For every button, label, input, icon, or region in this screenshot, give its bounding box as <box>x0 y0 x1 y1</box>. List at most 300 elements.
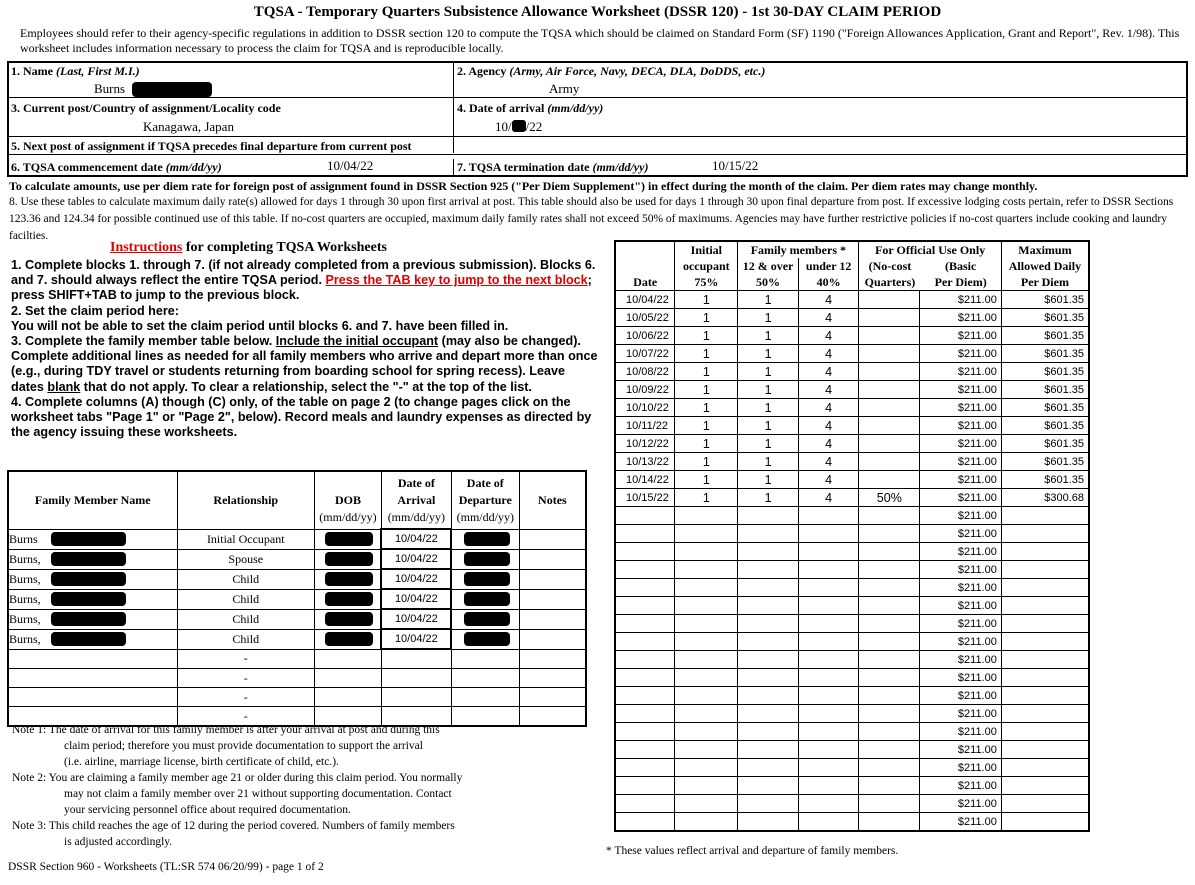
col-header-notes: Notes <box>519 471 586 529</box>
relationship-cell[interactable]: - <box>177 649 314 669</box>
termination-field[interactable]: 10/15/22 <box>712 158 759 173</box>
under-12-cell: 4 <box>798 291 859 309</box>
table-row <box>8 669 586 688</box>
family-name-cell[interactable] <box>8 669 177 688</box>
relationship-cell[interactable]: - <box>177 688 314 707</box>
over-12-cell <box>738 759 799 777</box>
instruction-step-3: 3. Complete the family member table below. Include the initial occupant (may also be changed). Complete additional lines as needed for all family members who arrive and depart more than once (e.g., during TDY travel or students returning from boarding school for spring recess). Leave dates blank that do not apply. To clear a relationship, select the "-" at the top of the list. <box>11 334 598 394</box>
col-header-max: Maximum Allowed Daily Per Diem <box>1001 241 1089 291</box>
divider <box>9 154 1186 155</box>
initial-occupant-cell <box>675 543 738 561</box>
family-name-cell[interactable]: Burns, <box>8 609 177 629</box>
under-12-cell <box>798 813 859 832</box>
max-per-diem-cell <box>1001 651 1089 669</box>
under-12-cell <box>798 687 859 705</box>
table-row <box>615 453 1089 471</box>
over-12-cell <box>738 597 799 615</box>
col-header-over12: 12 & over 50% <box>738 258 799 290</box>
over-12-cell <box>738 723 799 741</box>
under-12-cell <box>798 507 859 525</box>
notes-cell <box>519 649 586 669</box>
departure-cell[interactable] <box>451 688 519 707</box>
date-cell <box>615 543 675 561</box>
over-12-cell <box>738 669 799 687</box>
redaction <box>51 572 126 586</box>
under-12-cell: 4 <box>798 381 859 399</box>
basic-per-diem-cell: $211.00 <box>920 471 1002 489</box>
redaction <box>325 552 373 566</box>
table-row <box>615 705 1089 723</box>
date-cell: 10/14/22 <box>615 471 675 489</box>
commence-field[interactable]: 10/04/22 <box>327 158 374 173</box>
note-1: Note 1: The date of arrival for this family member is after your arrival at post and during this <box>12 724 440 736</box>
date-cell <box>615 633 675 651</box>
basic-per-diem-cell: $211.00 <box>920 669 1002 687</box>
table-row <box>615 579 1089 597</box>
initial-occupant-cell <box>675 669 738 687</box>
date-cell <box>615 597 675 615</box>
basic-per-diem-cell: $211.00 <box>920 687 1002 705</box>
under-12-cell <box>798 543 859 561</box>
over-12-cell: 1 <box>738 435 799 453</box>
date-cell: 10/09/22 <box>615 381 675 399</box>
departure-cell[interactable] <box>451 629 519 649</box>
redaction <box>464 552 510 566</box>
date-cell <box>615 705 675 723</box>
family-name-cell[interactable]: Burns, <box>8 549 177 569</box>
date-cell: 10/11/22 <box>615 417 675 435</box>
initial-occupant-cell <box>675 579 738 597</box>
basic-per-diem-cell: $211.00 <box>920 651 1002 669</box>
initial-occupant-cell <box>675 615 738 633</box>
date-cell <box>615 615 675 633</box>
max-per-diem-cell <box>1001 615 1089 633</box>
date-cell <box>615 651 675 669</box>
relationship-cell[interactable]: Spouse <box>177 549 314 569</box>
max-per-diem-cell <box>1001 633 1089 651</box>
intro-text: Employees should refer to their agency-specific regulations in addition to DSSR section 120 to compute the TQSA which should be claimed on Standard Form (SF) 1190 ("Foreign Allowances Application, Grant and Report", Rev. 1/98). This worksheet includes information necessary to process the claim for TQSA and is reproducible locally. <box>20 26 1180 55</box>
arrival-cell[interactable]: 10/04/22 <box>381 549 451 569</box>
notes-cell <box>519 549 586 569</box>
no-cost-cell <box>859 471 920 489</box>
arrival-cell[interactable]: 10/04/22 <box>381 529 451 549</box>
basic-per-diem-cell: $211.00 <box>920 597 1002 615</box>
no-cost-cell <box>859 615 920 633</box>
table-row <box>615 525 1089 543</box>
no-cost-cell <box>859 417 920 435</box>
col-header-name: Family Member Name <box>8 471 177 529</box>
initial-occupant-cell <box>675 741 738 759</box>
table-row <box>8 649 586 669</box>
max-per-diem-cell <box>1001 777 1089 795</box>
date-cell: 10/10/22 <box>615 399 675 417</box>
redaction <box>464 592 510 606</box>
over-12-cell: 1 <box>738 291 799 309</box>
no-cost-cell <box>859 669 920 687</box>
under-12-cell: 4 <box>798 417 859 435</box>
dob-cell[interactable] <box>314 549 381 569</box>
arrival-cell[interactable]: 10/04/22 <box>381 629 451 649</box>
table-row <box>8 529 586 549</box>
max-per-diem-cell <box>1001 795 1089 813</box>
date-cell <box>615 723 675 741</box>
initial-occupant-cell <box>675 723 738 741</box>
max-per-diem-cell: $601.35 <box>1001 435 1089 453</box>
arrival-cell[interactable]: 10/04/22 <box>381 589 451 609</box>
family-name-cell[interactable] <box>8 649 177 669</box>
table-row <box>615 417 1089 435</box>
table-row <box>8 589 586 609</box>
basic-per-diem-cell: $211.00 <box>920 543 1002 561</box>
notes-cell <box>519 609 586 629</box>
notes-cell <box>519 529 586 549</box>
max-per-diem-cell <box>1001 525 1089 543</box>
table-row <box>615 489 1089 507</box>
basic-per-diem-cell: $211.00 <box>920 561 1002 579</box>
redaction <box>325 592 373 606</box>
max-per-diem-cell <box>1001 723 1089 741</box>
basic-per-diem-cell: $211.00 <box>920 417 1002 435</box>
table-row <box>615 795 1089 813</box>
departure-cell[interactable] <box>451 569 519 589</box>
col-header-under12: under 12 40% <box>805 259 852 289</box>
redaction <box>51 552 126 566</box>
max-per-diem-cell <box>1001 597 1089 615</box>
basic-per-diem-cell: $211.00 <box>920 615 1002 633</box>
departure-cell[interactable] <box>451 549 519 569</box>
over-12-cell: 1 <box>738 381 799 399</box>
dob-cell[interactable] <box>314 629 381 649</box>
redaction <box>325 632 373 646</box>
instruction-step-1: 1. Complete blocks 1. through 7. (if not already completed from a previous submission). Blocks 6. and 7. should always reflect the entire TQSA period. Press the TAB key to jump to the next block; press SHIFT+TAB to jump to the previous block. <box>11 258 596 303</box>
table-row <box>615 615 1089 633</box>
under-12-cell <box>798 597 859 615</box>
family-name-cell[interactable]: Burns, <box>8 629 177 649</box>
notes-cell <box>519 569 586 589</box>
under-12-cell: 4 <box>798 471 859 489</box>
table-row <box>615 399 1089 417</box>
post-label: 3. Current post/Country of assignment/Locality code <box>11 101 281 115</box>
col-header-departure: Date of Departure (mm/dd/yy) <box>451 471 519 529</box>
no-cost-cell <box>859 291 920 309</box>
basic-per-diem-cell: $211.00 <box>920 579 1002 597</box>
agency-field[interactable]: Army <box>549 81 580 96</box>
agency-label: 2. Agency (Army, Air Force, Navy, DECA, DLA, DoDDS, etc.) <box>457 64 766 78</box>
redaction <box>51 592 126 606</box>
under-12-cell <box>798 633 859 651</box>
date-cell <box>615 687 675 705</box>
table-row <box>8 629 586 649</box>
calc-note: To calculate amounts, use per diem rate for foreign post of assignment found in DSSR Section 925 ("Per Diem Supplement") in effect during the month of the claim. Per diem rates may change monthly. <box>9 179 1038 193</box>
no-cost-cell <box>859 777 920 795</box>
no-cost-cell <box>859 399 920 417</box>
arrival-field[interactable]: 10/ /22 <box>495 119 543 134</box>
table-row <box>615 777 1089 795</box>
table-row <box>615 291 1089 309</box>
over-12-cell <box>738 741 799 759</box>
table-row <box>615 471 1089 489</box>
under-12-cell: 4 <box>798 309 859 327</box>
basic-per-diem-cell: $211.00 <box>920 489 1002 507</box>
arrival-cell[interactable]: 10/04/22 <box>381 609 451 629</box>
table-row <box>615 759 1089 777</box>
initial-occupant-cell: 1 <box>675 453 738 471</box>
table-row <box>615 669 1089 687</box>
date-cell: 10/06/22 <box>615 327 675 345</box>
no-cost-cell: 50% <box>859 489 920 507</box>
relationship-cell[interactable]: Initial Occupant <box>177 529 314 549</box>
max-per-diem-cell: $601.35 <box>1001 327 1089 345</box>
redaction <box>325 532 373 546</box>
under-12-cell <box>798 795 859 813</box>
redaction <box>464 532 510 546</box>
departure-cell[interactable] <box>451 529 519 549</box>
under-12-cell <box>798 777 859 795</box>
initial-occupant-cell <box>675 687 738 705</box>
table-row <box>615 507 1089 525</box>
basic-per-diem-cell: $211.00 <box>920 525 1002 543</box>
col-header-date: Date <box>615 241 675 291</box>
date-cell <box>615 741 675 759</box>
footer: DSSR Section 960 - Worksheets (TL:SR 574 06/20/99) - page 1 of 2 <box>8 861 324 873</box>
col-header-relationship: Relationship <box>177 471 314 529</box>
arrival-cell[interactable]: 10/04/22 <box>381 569 451 589</box>
col-header-nocost: (No-cost Quarters) <box>864 259 916 289</box>
family-name-cell[interactable]: Burns, <box>8 569 177 589</box>
relationship-cell[interactable]: Child <box>177 569 314 589</box>
dob-cell[interactable] <box>314 569 381 589</box>
max-per-diem-cell: $601.35 <box>1001 291 1089 309</box>
max-per-diem-cell <box>1001 687 1089 705</box>
col-header-official: For Official Use Only (No-cost Quarters) (Basic Per Diem) <box>859 241 1001 291</box>
table-row <box>615 651 1089 669</box>
tab-hint-link: Press the TAB key to jump to the next block <box>325 273 588 288</box>
under-12-cell <box>798 759 859 777</box>
notes-cell <box>519 669 586 688</box>
divider <box>9 97 1186 98</box>
dob-cell[interactable] <box>314 669 381 688</box>
family-name-cell[interactable]: Burns <box>8 529 177 549</box>
name-field[interactable]: Burns <box>94 81 126 96</box>
no-cost-cell <box>859 579 920 597</box>
no-cost-cell <box>859 363 920 381</box>
relationship-cell[interactable]: Child <box>177 589 314 609</box>
initial-occupant-cell <box>675 507 738 525</box>
no-cost-cell <box>859 597 920 615</box>
notes-cell <box>519 688 586 707</box>
over-12-cell: 1 <box>738 363 799 381</box>
basic-per-diem-cell: $211.00 <box>920 777 1002 795</box>
max-per-diem-cell <box>1001 561 1089 579</box>
redaction <box>132 82 212 97</box>
post-field[interactable]: Kanagawa, Japan <box>143 119 234 134</box>
date-cell <box>615 525 675 543</box>
claim-info-box <box>7 61 1188 177</box>
basic-per-diem-cell: $211.00 <box>920 795 1002 813</box>
initial-occupant-cell: 1 <box>675 345 738 363</box>
no-cost-cell <box>859 723 920 741</box>
under-12-cell <box>798 615 859 633</box>
over-12-cell <box>738 525 799 543</box>
redaction <box>512 120 526 132</box>
no-cost-cell <box>859 705 920 723</box>
departure-cell[interactable] <box>451 669 519 688</box>
dob-cell[interactable] <box>314 688 381 707</box>
table-row <box>615 363 1089 381</box>
family-name-cell[interactable]: Burns, <box>8 589 177 609</box>
redaction <box>464 632 510 646</box>
redaction <box>51 612 126 626</box>
over-12-cell: 1 <box>738 399 799 417</box>
date-cell <box>615 507 675 525</box>
arrival-cell[interactable] <box>381 649 451 669</box>
initial-occupant-cell: 1 <box>675 309 738 327</box>
redaction <box>325 572 373 586</box>
over-12-cell: 1 <box>738 453 799 471</box>
over-12-cell: 1 <box>738 309 799 327</box>
table-row <box>615 813 1089 832</box>
no-cost-cell <box>859 543 920 561</box>
basic-per-diem-cell: $211.00 <box>920 435 1002 453</box>
col-header-initial: Initial occupant 75% <box>675 241 738 291</box>
over-12-cell: 1 <box>738 327 799 345</box>
basic-per-diem-cell: $211.00 <box>920 291 1002 309</box>
notes-cell <box>519 589 586 609</box>
date-cell: 10/07/22 <box>615 345 675 363</box>
under-12-cell <box>798 705 859 723</box>
max-per-diem-cell: $300.68 <box>1001 489 1089 507</box>
max-per-diem-cell: $601.35 <box>1001 453 1089 471</box>
basic-per-diem-cell: $211.00 <box>920 759 1002 777</box>
dob-cell[interactable] <box>314 529 381 549</box>
date-cell <box>615 777 675 795</box>
date-cell <box>615 795 675 813</box>
col-header-arrival: Date of Arrival (mm/dd/yy) <box>381 471 451 529</box>
no-cost-cell <box>859 327 920 345</box>
max-per-diem-cell <box>1001 813 1089 832</box>
over-12-cell <box>738 705 799 723</box>
date-cell <box>615 579 675 597</box>
over-12-cell <box>738 651 799 669</box>
dob-cell[interactable] <box>314 649 381 669</box>
table-row <box>615 381 1089 399</box>
basic-per-diem-cell: $211.00 <box>920 741 1002 759</box>
initial-occupant-cell: 1 <box>675 291 738 309</box>
relationship-cell[interactable]: Child <box>177 629 314 649</box>
col-header-dob: DOB (mm/dd/yy) <box>314 471 381 529</box>
over-12-cell: 1 <box>738 471 799 489</box>
date-cell <box>615 813 675 832</box>
commence-label: 6. TQSA commencement date (mm/dd/yy) <box>11 160 222 174</box>
no-cost-cell <box>859 309 920 327</box>
no-cost-cell <box>859 435 920 453</box>
under-12-cell <box>798 561 859 579</box>
dob-cell[interactable] <box>314 609 381 629</box>
no-cost-cell <box>859 561 920 579</box>
asterisk-note: * These values reflect arrival and departure of family members. <box>606 845 899 857</box>
instruction-step-2: 2. Set the claim period here: <box>11 303 179 318</box>
basic-per-diem-cell: $211.00 <box>920 705 1002 723</box>
arrival-cell[interactable] <box>381 669 451 688</box>
relationship-cell[interactable]: Child <box>177 609 314 629</box>
no-cost-cell <box>859 759 920 777</box>
next-post-label: 5. Next post of assignment if TQSA precedes final departure from current post <box>11 139 412 153</box>
no-cost-cell <box>859 795 920 813</box>
max-per-diem-cell: $601.35 <box>1001 471 1089 489</box>
no-cost-cell <box>859 507 920 525</box>
over-12-cell: 1 <box>738 417 799 435</box>
basic-per-diem-cell: $211.00 <box>920 633 1002 651</box>
max-per-diem-cell: $601.35 <box>1001 381 1089 399</box>
basic-per-diem-cell: $211.00 <box>920 453 1002 471</box>
table-row <box>615 633 1089 651</box>
max-per-diem-cell: $601.35 <box>1001 399 1089 417</box>
no-cost-cell <box>859 687 920 705</box>
under-12-cell: 4 <box>798 489 859 507</box>
initial-occupant-cell <box>675 759 738 777</box>
redaction <box>51 532 126 546</box>
no-cost-cell <box>859 381 920 399</box>
initial-occupant-cell <box>675 777 738 795</box>
initial-occupant-cell: 1 <box>675 471 738 489</box>
arrival-label: 4. Date of arrival (mm/dd/yy) <box>457 101 604 115</box>
departure-cell[interactable] <box>451 609 519 629</box>
basic-per-diem-cell: $211.00 <box>920 381 1002 399</box>
col-header-basic: (Basic Per Diem) <box>934 259 987 289</box>
under-12-cell <box>798 669 859 687</box>
table-row <box>615 597 1089 615</box>
date-cell: 10/04/22 <box>615 291 675 309</box>
arrival-cell[interactable] <box>381 688 451 707</box>
date-cell <box>615 669 675 687</box>
over-12-cell <box>738 579 799 597</box>
over-12-cell: 1 <box>738 345 799 363</box>
dob-cell[interactable] <box>314 589 381 609</box>
divider <box>9 136 1186 137</box>
under-12-cell <box>798 741 859 759</box>
no-cost-cell <box>859 633 920 651</box>
max-per-diem-cell <box>1001 741 1089 759</box>
no-cost-cell <box>859 453 920 471</box>
table-row <box>615 327 1089 345</box>
initial-occupant-cell <box>675 795 738 813</box>
date-cell: 10/08/22 <box>615 363 675 381</box>
initial-occupant-cell <box>675 705 738 723</box>
relationship-cell[interactable]: - <box>177 669 314 688</box>
max-per-diem-cell <box>1001 669 1089 687</box>
departure-cell[interactable] <box>451 589 519 609</box>
under-12-cell: 4 <box>798 399 859 417</box>
no-cost-cell <box>859 813 920 832</box>
over-12-cell <box>738 633 799 651</box>
basic-per-diem-cell: $211.00 <box>920 363 1002 381</box>
date-cell: 10/15/22 <box>615 489 675 507</box>
max-per-diem-cell <box>1001 507 1089 525</box>
table-row <box>615 561 1089 579</box>
basic-per-diem-cell: $211.00 <box>920 507 1002 525</box>
under-12-cell <box>798 525 859 543</box>
instruction-step-2b: You will not be able to set the claim period until blocks 6. and 7. have been filled in. <box>11 318 509 333</box>
basic-per-diem-cell: $211.00 <box>920 813 1002 832</box>
table-row <box>615 435 1089 453</box>
initial-occupant-cell <box>675 813 738 832</box>
over-12-cell <box>738 687 799 705</box>
over-12-cell <box>738 795 799 813</box>
relationship-cell[interactable]: - <box>177 707 314 727</box>
family-name-cell[interactable] <box>8 688 177 707</box>
date-cell <box>615 561 675 579</box>
departure-cell[interactable] <box>451 649 519 669</box>
